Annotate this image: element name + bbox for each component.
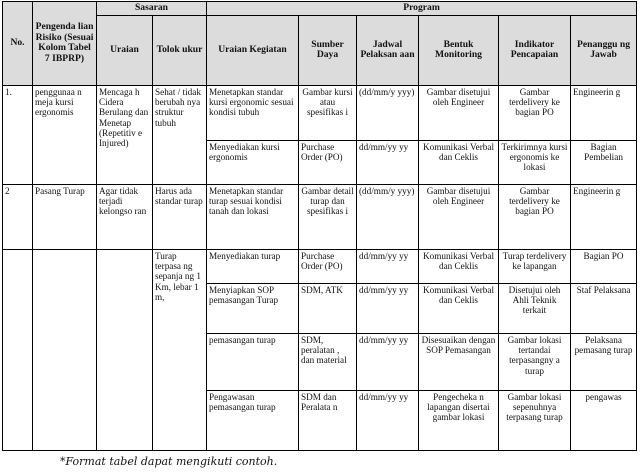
cell-penanggung-jawab: Staf Pelaksana bbox=[571, 283, 637, 333]
header-uraian-kegiatan: Uraian Kegiatan bbox=[207, 15, 299, 85]
cell-tolok-ukur: Harus ada standar turap bbox=[153, 184, 207, 249]
cell-uraian-kegiatan: Menetapkan standar kursi ergonomic sesuai kondisi tubuh bbox=[207, 85, 299, 140]
table-row bbox=[3, 85, 637, 140]
table-row bbox=[3, 249, 637, 283]
cell-tolok-ukur: Sehat / tidak berubah nya struktur tubuh bbox=[153, 85, 207, 184]
cell-sumber-daya: Gambar kursi atau spesifikas i bbox=[299, 85, 357, 140]
cell-jadwal: dd/mm/yy yy bbox=[357, 283, 419, 333]
cell-penanggung-jawab: Bagian PO bbox=[571, 249, 637, 283]
cell-uraian-kegiatan: pemasangan turap bbox=[207, 333, 299, 390]
cell-tolok-ukur: Turap terpasa ng sepanja ng 1 Km, lebar 1 m, bbox=[153, 249, 207, 450]
cell-indikator: Disetujui oleh Ahli Teknik terkait bbox=[499, 283, 571, 333]
cell-jadwal: (dd/mm/y yyy) bbox=[357, 85, 419, 140]
header-uraian: Uraian bbox=[97, 15, 153, 85]
cell-indikator: Terkirimnya kursi ergonomis ke lokasi bbox=[499, 140, 571, 184]
cell-sumber-daya: Purchase Order (PO) bbox=[299, 249, 357, 283]
header-sasaran: Sasaran bbox=[97, 2, 207, 16]
header-jadwal: Jadwal Pelaksan aan bbox=[357, 15, 419, 85]
cell-penanggung-jawab: Bagian Pembelian bbox=[571, 140, 637, 184]
row-number-empty bbox=[3, 249, 33, 450]
cell-bentuk-monitoring: Gambar disetujui oleh Engineer bbox=[419, 85, 499, 140]
cell-bentuk-monitoring: Disesuaikan dengan SOP Pemasangan bbox=[419, 333, 499, 390]
cell-indikator: Gambar lokasi sepenuhnya terpasang turap bbox=[499, 390, 571, 450]
header-no: No. bbox=[3, 2, 33, 86]
row-number: 2 bbox=[3, 184, 33, 249]
cell-bentuk-monitoring: Komunikasi Verbal dan Ceklis bbox=[419, 249, 499, 283]
header-penanggung-jawab: Penanggu ng Jawab bbox=[571, 15, 637, 85]
cell-uraian-sasaran: Agar tidak terjadi kelongso ran bbox=[97, 184, 153, 249]
cell-pengendalian-empty bbox=[33, 249, 97, 450]
cell-bentuk-monitoring: Komunikasi Verbal dan Ceklis bbox=[419, 140, 499, 184]
header-program: Program bbox=[207, 2, 637, 16]
cell-indikator: Turap terdelivery ke lapangan bbox=[499, 249, 571, 283]
cell-penanggung-jawab: Engineerin g bbox=[571, 85, 637, 140]
cell-bentuk-monitoring: Gambar disetujui oleh Engineer bbox=[419, 184, 499, 249]
cell-sumber-daya: Purchase Order (PO) bbox=[299, 140, 357, 184]
cell-indikator: Gambar terdelivery ke bagian PO bbox=[499, 85, 571, 140]
cell-jadwal: (dd/mm/y yyy) bbox=[357, 184, 419, 249]
cell-penanggung-jawab: Pelaksana pemasang turap bbox=[571, 333, 637, 390]
row-number: 1. bbox=[3, 85, 33, 184]
cell-uraian-kegiatan: Menyediakan kursi ergonomis bbox=[207, 140, 299, 184]
header-indikator: Indikator Pencapaian bbox=[499, 15, 571, 85]
cell-sumber-daya: SDM dan Peralata n bbox=[299, 390, 357, 450]
header-tolok-ukur: Tolok ukur bbox=[153, 15, 207, 85]
cell-indikator: Gambar lokasi tertandai terpasangny a turap bbox=[499, 333, 571, 390]
cell-indikator: Gambar terdelivery ke bagian PO bbox=[499, 184, 571, 249]
cell-pengendalian: penggunaa n meja kursi ergonomis bbox=[33, 85, 97, 184]
cell-bentuk-monitoring: Pengecheka n lapangan disertai gambar lokasi bbox=[419, 390, 499, 450]
cell-bentuk-monitoring: Komunikasi Verbal dan Ceklis bbox=[419, 283, 499, 333]
header-sumber-daya: Sumber Daya bbox=[299, 15, 357, 85]
cell-jadwal: dd/mm/yy yy bbox=[357, 249, 419, 283]
cell-pengendalian: Pasang Turap bbox=[33, 184, 97, 249]
cell-penanggung-jawab: Engineerin g bbox=[571, 184, 637, 249]
cell-jadwal: dd/mm/yy yy bbox=[357, 390, 419, 450]
cell-penanggung-jawab: pengawas bbox=[571, 390, 637, 450]
cell-uraian-sasaran-empty bbox=[97, 249, 153, 450]
cell-uraian-kegiatan: Menyediakan turap bbox=[207, 249, 299, 283]
footnote: *Format tabel dapat mengikuti contoh. bbox=[60, 455, 278, 468]
cell-sumber-daya: SDM, peralatan , dan material bbox=[299, 333, 357, 390]
cell-uraian-sasaran: Mencaga h Cidera Berulang dan Menetap (Repetitiv e Injured) bbox=[97, 85, 153, 184]
header-bentuk-monitoring: Bentuk Monitoring bbox=[419, 15, 499, 85]
cell-uraian-kegiatan: Menetapkan standar turap sesuai kondisi tanah dan lokasi bbox=[207, 184, 299, 249]
program-table bbox=[2, 1, 637, 451]
cell-sumber-daya: Gambar detail turap dan spesifikas i bbox=[299, 184, 357, 249]
header-pengendalian: Pengenda lian Risiko (Sesuai Kolom Tabel 7 IBPRP) bbox=[33, 2, 97, 86]
cell-sumber-daya: SDM, ATK bbox=[299, 283, 357, 333]
cell-jadwal: dd/mm/yy yy bbox=[357, 140, 419, 184]
cell-uraian-kegiatan: Pengawasan pemasangan turap bbox=[207, 390, 299, 450]
table-row bbox=[3, 184, 637, 249]
cell-jadwal: dd/mm/yy yy bbox=[357, 333, 419, 390]
cell-uraian-kegiatan: Menyiapkan SOP pemasangan Turap bbox=[207, 283, 299, 333]
